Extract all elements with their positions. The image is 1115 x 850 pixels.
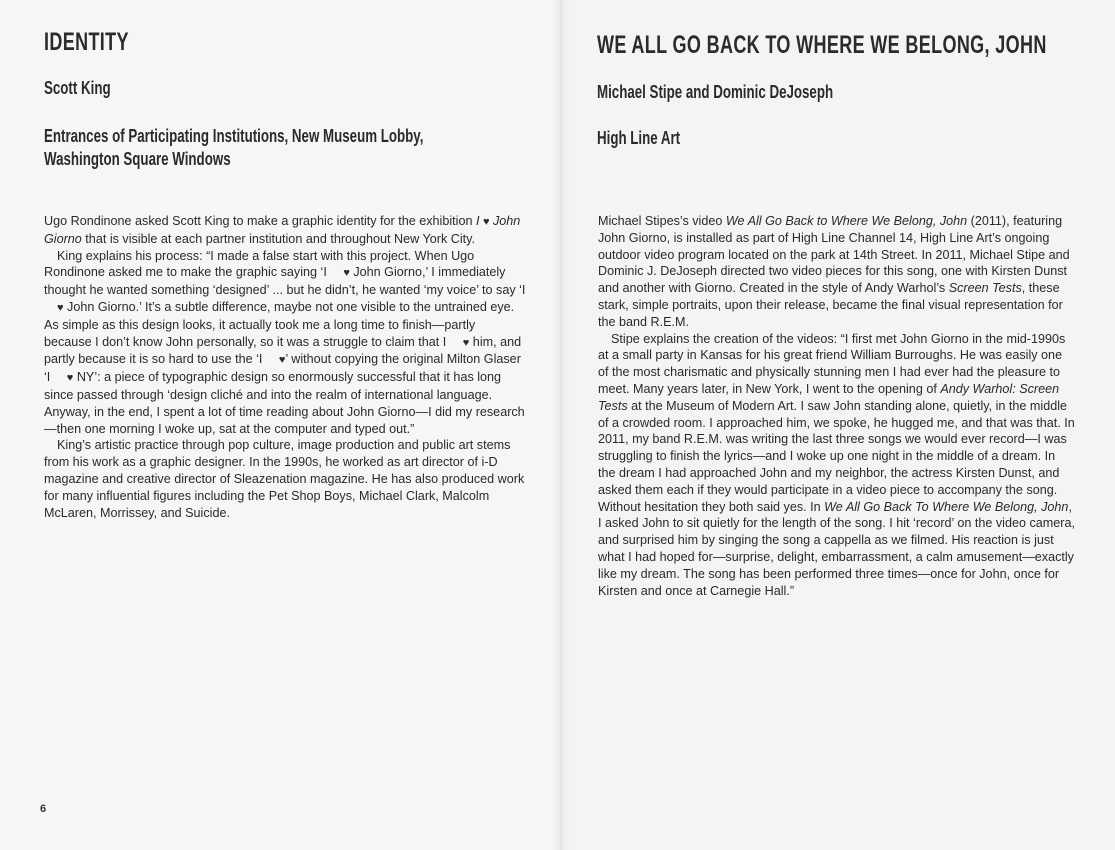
text-run: Stipe explains the creation of the videos: “I first met John Giorno in the mid-1990s at a small party in Kansas for his great friend William Burroughs. He was easily one of the most charismatic and physically stunning men I had ever had the pleasure to meet. Many years later, in New York, I went to the opening of [598,331,1066,396]
location-line-2: Washington Square Windows [44,149,231,169]
left-body-text [44,213,526,521]
venue-name: High Line Art [597,128,681,148]
heart-icon: ♥ [343,267,350,280]
page-number: 6 [40,803,47,815]
text-run: Michael Stipes’s video [598,214,726,228]
paragraph [44,248,526,438]
location-line-1: Entrances of Participating Institutions, New Museum Lobby, [44,126,424,146]
text-run: (2011), featuring John Giorno, is installed as part of High Line Channel 14, High Line Art’s ongoing outdoor video program located on the park at 14th Street. In 2011, Michael Stipe and Dominic J. DeJoseph directed two video pieces for this song, one with Kirsten Dunst and another with Giorno. Created in the style of Andy Warhol’s [598,214,1070,296]
text-run: at the Museum of Modern Art. I saw John standing alone, quietly, in the middle of a crowded room. I approached him, we spoke, he hugged me, and that was that. In 2011, my band R.E.M. was writing the last three songs we would ever record—I was struggling to finish the lyrics—and I woke up one night in the middle of a dream. In the dream I had approached John and my neighbor, the actress Kirsten Dunst, and asked them each if they would participate in a video piece to accompany the song. Without hesitation they both said yes. In [598,398,1075,514]
right-page [560,0,1115,850]
paragraph [598,331,1076,600]
text-run: ’ without copying the original Milton Glaser ‘I [44,352,521,385]
text-run: , I asked John to sit quietly for the length of the song. I hit ‘record’ on the video camera, and surprised him by singing the song a cappella as we filmed. His reaction is just what I had hoped for—surprise, delight, embarrassment, a calm amusement—exactly like my dream. The song has been performed three times—once for John, once for Kirsten and once at Carnegie Hall.” [598,499,1075,598]
text-run: , these stark, simple portraits, upon their release, became the final visual representation for the band R.E.M. [598,281,1063,329]
text-run: Ugo Rondinone asked Scott King to make a graphic identity for the exhibition [44,214,476,228]
text-run: John Giorno,’ I immediately thought he wanted something ‘designed’ ... but he didn’t, he wanted ‘my voice’ to say ‘I [44,265,526,298]
text-run: King explains his process: “I made a false start with this project. When Ugo Rondinone asked me to make the graphic saying ‘I [44,248,475,280]
heart-icon: ♥ [462,336,470,349]
paragraph [44,213,526,248]
page-title: WE ALL GO BACK TO WHERE WE BELONG, JOHN [597,31,1047,59]
italic-run: Screen Tests [948,281,1022,296]
heart-icon: ♥ [482,216,490,228]
italic-run: We All Go Back To Where We Belong, John [824,499,1069,514]
paragraph [598,213,1076,331]
heart-icon: ♥ [57,301,64,314]
heart-icon: ♥ [278,354,286,367]
text-run: NY’: a piece of typographic design so enormously successful that it has long since passed through ‘design cliché and into the realm of international language. Anyway, in the end, I spent a lot of time reading about John Giorno—I did my research—then one morning I woke up, sat at the computer and typed out.” [44,370,525,436]
text-run: John Giorno.’ It’s a subtle difference, maybe not one visible to the untrained eye. As simple as this design looks, it actually took me a long time to finish—partly because I don’t know John personally, so it was a struggle to claim that I [44,299,515,349]
page-title: IDENTITY [44,28,129,56]
right-body-text [598,213,1076,599]
text-run: that is visible at each partner institution and throughout New York City. [81,231,476,246]
italic-run: We All Go Back to Where We Belong, John [725,214,968,228]
heart-icon: ♥ [66,372,74,385]
paragraph: King’s artistic practice through pop culture, image production and public art stems from his work as a graphic designer. In the 1990s, he worked as art director of i-D magazine and creative director of Sleazenation magazine. He has also produced work for many influential figures including the Pet Shop Boys, Michael Clark, Malcolm McLaren, Morrissey, and Suicide. [44,438,525,520]
text-run: him, and partly because it is so hard to use the ‘I [44,334,522,367]
artist-names: Michael Stipe and Dominic DeJoseph [597,82,834,102]
book-gutter-shadow [552,0,570,850]
italic-run: I [475,214,480,228]
italic-run: Andy Warhol: Screen Tests [598,381,1060,413]
artist-name: Scott King [44,78,111,98]
italic-run: John Giorno [44,214,521,246]
